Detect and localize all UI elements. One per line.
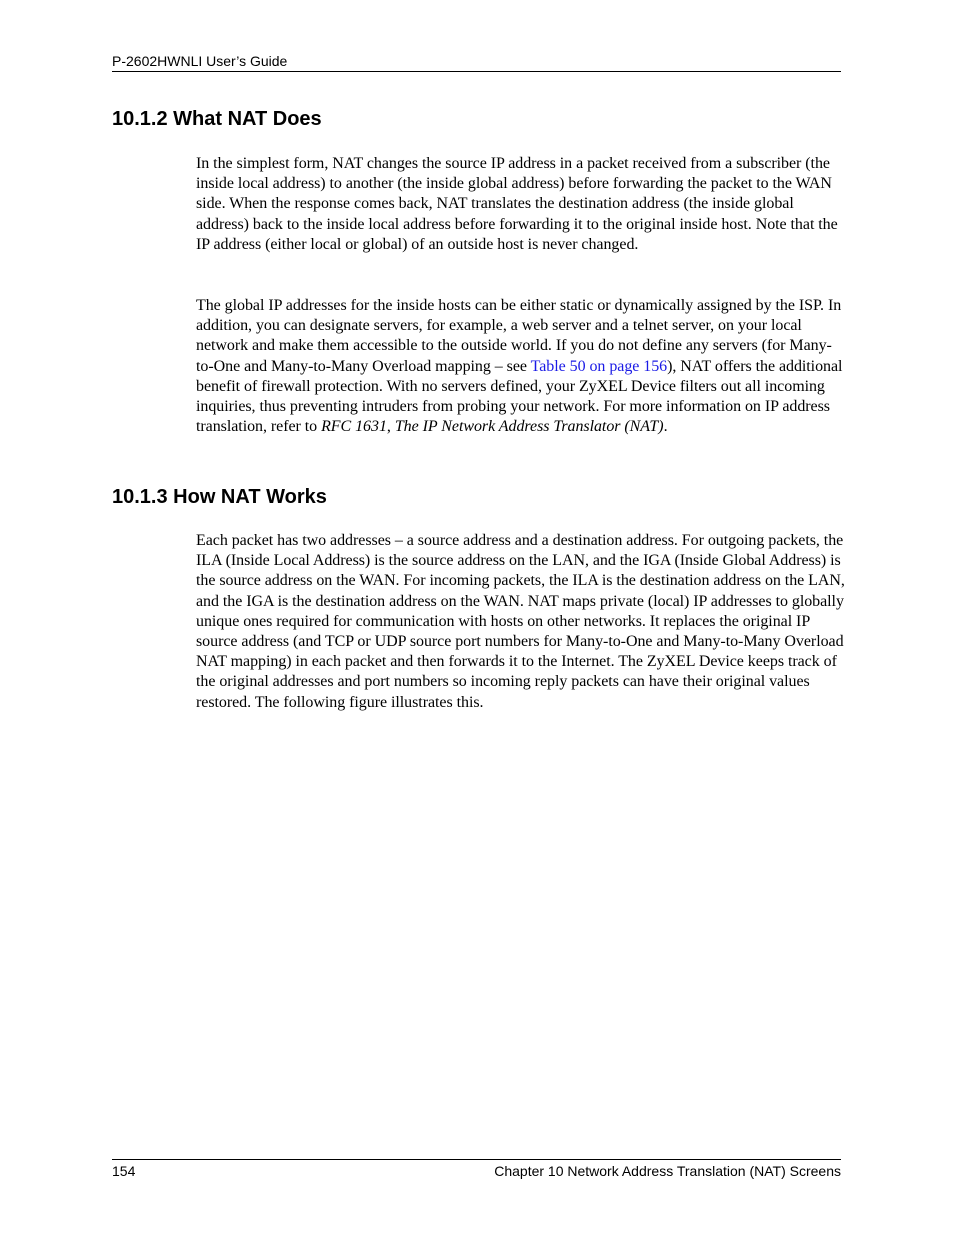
guide-title: P-2602HWNLI User’s Guide bbox=[112, 53, 288, 69]
section-heading-what-nat-does: 10.1.2 What NAT Does bbox=[112, 108, 322, 130]
page-header bbox=[112, 51, 841, 72]
chapter-title: Chapter 10 Network Address Translation (NAT) Screens bbox=[494, 1163, 841, 1179]
paragraph-nat-simplest-form: In the simplest form, NAT changes the source IP address in a packet received from a subscriber (the inside local address) to another (the inside global address) before forwarding the packet to the WAN side. When the response comes back, NAT translates the destination address (the inside global address) back to the inside local address before forwarding it to the original inside host. Note that the IP address (either local or global) of an outside host is never changed. bbox=[196, 155, 838, 253]
separator-text: , bbox=[386, 418, 395, 436]
paragraph-packet-addresses: Each packet has two addresses – a source address and a destination address. For outgoing packets, the ILA (Inside Local Address) is the source address on the LAN, and the IGA (Inside Global Address) is the source address on the WAN. For incoming packets, the ILA is the destination address on the LAN, and the IGA is the destination address on the WAN. NAT maps private (local) IP addresses to globally unique ones required for communication with hosts on other networks. It replaces the original IP source address (and TCP or UDP source port numbers for Many-to-One and Many-to-Many Overload NAT mapping) in each packet and then forwards it to the Internet. The ZyXEL Device keeps track of the original addresses and port numbers so incoming reply packets can have their original values restored. The following figure illustrates this. bbox=[196, 532, 845, 711]
paragraph-text: The global IP addresses for the inside hosts can be either static or dynamically assigned by the ISP. In addition, you can designate servers, for example, a web server and a telnet server, on your local network and make them accessible to the outside world. If you do not define any servers (for Many-to-One and Many-to-Many Overload mapping – see bbox=[196, 297, 842, 375]
page-footer bbox=[112, 1159, 841, 1181]
paragraph-text: ), NAT offers the additional benefit of firewall protection. With no servers defined, your ZyXEL Device filters out all incoming inquiries, thus preventing intruders from probing your network. For more information on IP address translation, refer to bbox=[196, 357, 843, 436]
rfc-title: The IP Network Address Translator (NAT) bbox=[394, 418, 664, 436]
page-number: 154 bbox=[112, 1163, 136, 1179]
paragraph-end: . bbox=[663, 418, 668, 436]
rfc-reference: RFC 1631 bbox=[321, 418, 387, 436]
table-50-link[interactable]: Table 50 on page 156 bbox=[530, 357, 668, 375]
paragraph-global-ip-addresses bbox=[196, 296, 846, 437]
section-heading-how-nat-works: 10.1.3 How NAT Works bbox=[112, 486, 327, 508]
